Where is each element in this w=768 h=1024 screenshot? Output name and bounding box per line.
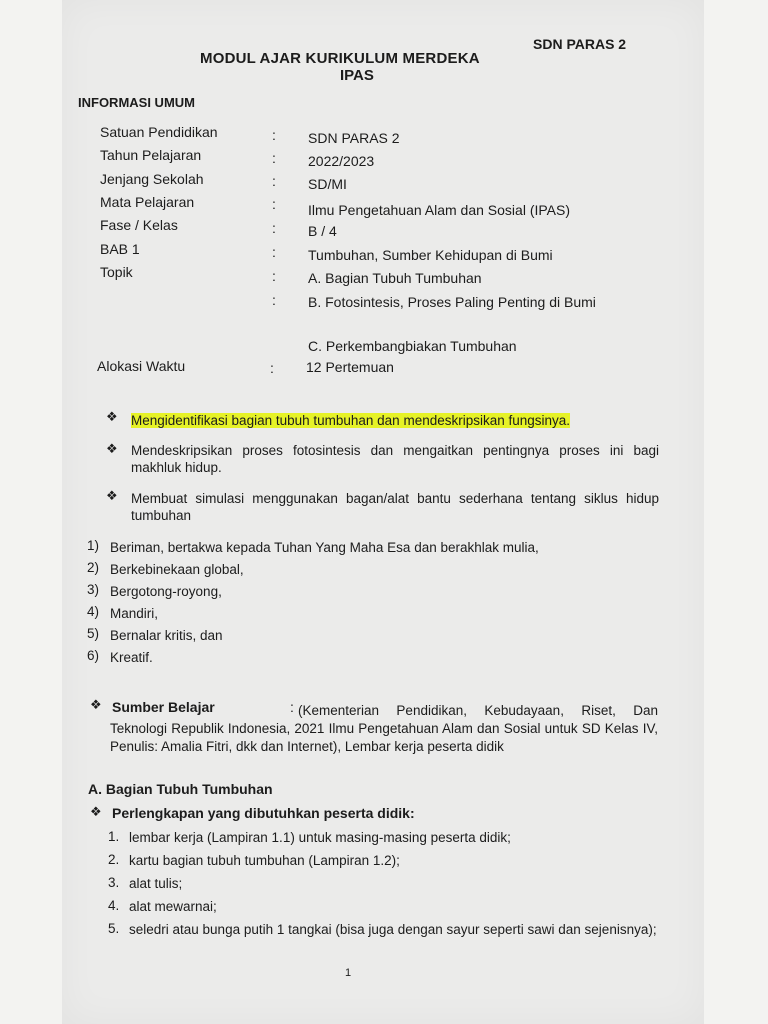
objective-item <box>131 412 659 429</box>
sumber-colon: : <box>290 699 294 715</box>
profil-item: Berkebinekaan global, <box>110 562 244 577</box>
profil-item: Kreatif. <box>110 650 153 665</box>
info-colon: : <box>272 268 276 284</box>
info-label: Mata Pelajaran <box>100 194 195 210</box>
sumber-label: Sumber Belajar <box>112 699 215 715</box>
profil-item: Bergotong-royong, <box>110 584 222 599</box>
info-label: BAB 1 <box>100 241 140 257</box>
equipment-num: 5. <box>108 921 120 936</box>
info-value: SD/MI <box>308 176 347 192</box>
profil-num: 5) <box>87 626 100 641</box>
alokasi-value: 12 Pertemuan <box>306 359 394 375</box>
info-value: Tumbuhan, Sumber Kehidupan di Bumi <box>308 247 553 263</box>
info-value: 2022/2023 <box>308 153 375 169</box>
info-colon: : <box>272 173 276 189</box>
info-colon: : <box>272 244 276 260</box>
info-label: Satuan Pendidikan <box>100 124 218 140</box>
equipment-item: kartu bagian tubuh tumbuhan (Lampiran 1.2); <box>129 853 400 868</box>
info-colon: : <box>272 196 276 212</box>
objective-item: Membuat simulasi menggunakan bagan/alat bantu sederhana tentang siklus hidup tumbuhan <box>131 491 659 523</box>
info-colon: : <box>272 150 276 166</box>
equipment-num: 3. <box>108 875 120 890</box>
info-value: A. Bagian Tubuh Tumbuhan <box>308 270 482 286</box>
equipment-item: alat mewarnai; <box>129 899 217 914</box>
info-heading: INFORMASI UMUM <box>78 95 195 110</box>
alokasi-label: Alokasi Waktu <box>97 358 186 374</box>
document-title: MODUL AJAR KURIKULUM MERDEKA <box>200 50 480 67</box>
profil-num: 4) <box>87 604 100 619</box>
info-label: Tahun Pelajaran <box>100 147 202 163</box>
section-a-heading: A. Bagian Tubuh Tumbuhan <box>88 781 273 797</box>
bullet-icon: ❖ <box>106 488 118 503</box>
profil-item: Mandiri, <box>110 606 159 621</box>
info-value: Ilmu Pengetahuan Alam dan Sosial (IPAS) <box>308 202 571 218</box>
alokasi-colon: : <box>270 360 274 376</box>
profil-num: 6) <box>87 648 100 663</box>
highlighted-objective: Mengidentifikasi bagian tubuh tumbuhan dan mendeskripsikan fungsinya. <box>131 413 571 428</box>
bullet-icon: ❖ <box>106 441 118 456</box>
info-colon: : <box>272 127 276 143</box>
profil-item: Beriman, bertakwa kepada Tuhan Yang Maha Esa dan berakhlak mulia, <box>110 540 539 555</box>
equipment-num: 4. <box>108 898 120 913</box>
objective-item: Mendeskripsikan proses fotosintesis dan mengaitkan pentingnya proses ini bagi makhluk hidup. <box>131 443 659 475</box>
info-colon: : <box>272 292 276 308</box>
info-label: Jenjang Sekolah <box>100 171 204 187</box>
profil-num: 2) <box>87 560 100 575</box>
bullet-icon: ❖ <box>90 804 102 819</box>
section-a-subheading: Perlengkapan yang dibutuhkan peserta didik: <box>112 805 415 821</box>
document-subtitle: IPAS <box>340 67 374 84</box>
info-value: SDN PARAS 2 <box>308 130 400 146</box>
info-label: Fase / Kelas <box>100 217 178 233</box>
topic-b: B. Fotosintesis, Proses Paling Penting di Bumi <box>308 294 596 310</box>
sumber-text: (Kementerian Pendidikan, Kebudayaan, Riset, Dan Teknologi Republik Indonesia, 2021 Ilmu Pengetahuan Alam dan Sosial untuk SD Kelas IV, Penulis: Amalia Fitri, dkk dan Internet), Lembar kerja peserta didik <box>110 703 658 754</box>
info-value: B / 4 <box>308 223 337 239</box>
school-tag: SDN PARAS 2 <box>533 36 627 52</box>
info-colon: : <box>272 220 276 236</box>
profil-num: 3) <box>87 582 100 597</box>
topic-c: C. Perkembangbiakan Tumbuhan <box>308 338 517 354</box>
equipment-item: alat tulis; <box>129 876 183 891</box>
profil-item: Bernalar kritis, dan <box>110 628 223 643</box>
equipment-item: lembar kerja (Lampiran 1.1) untuk masing-masing peserta didik; <box>129 830 511 845</box>
profil-num: 1) <box>87 538 100 553</box>
bullet-icon: ❖ <box>106 409 118 424</box>
equipment-num: 1. <box>108 829 120 844</box>
equipment-num: 2. <box>108 852 120 867</box>
bullet-icon: ❖ <box>90 697 102 712</box>
info-label: Topik <box>100 264 133 280</box>
page-number: 1 <box>345 967 352 979</box>
equipment-item: seledri atau bunga putih 1 tangkai (bisa juga dengan sayur seperti sawi dan sejenisnya); <box>129 922 657 937</box>
